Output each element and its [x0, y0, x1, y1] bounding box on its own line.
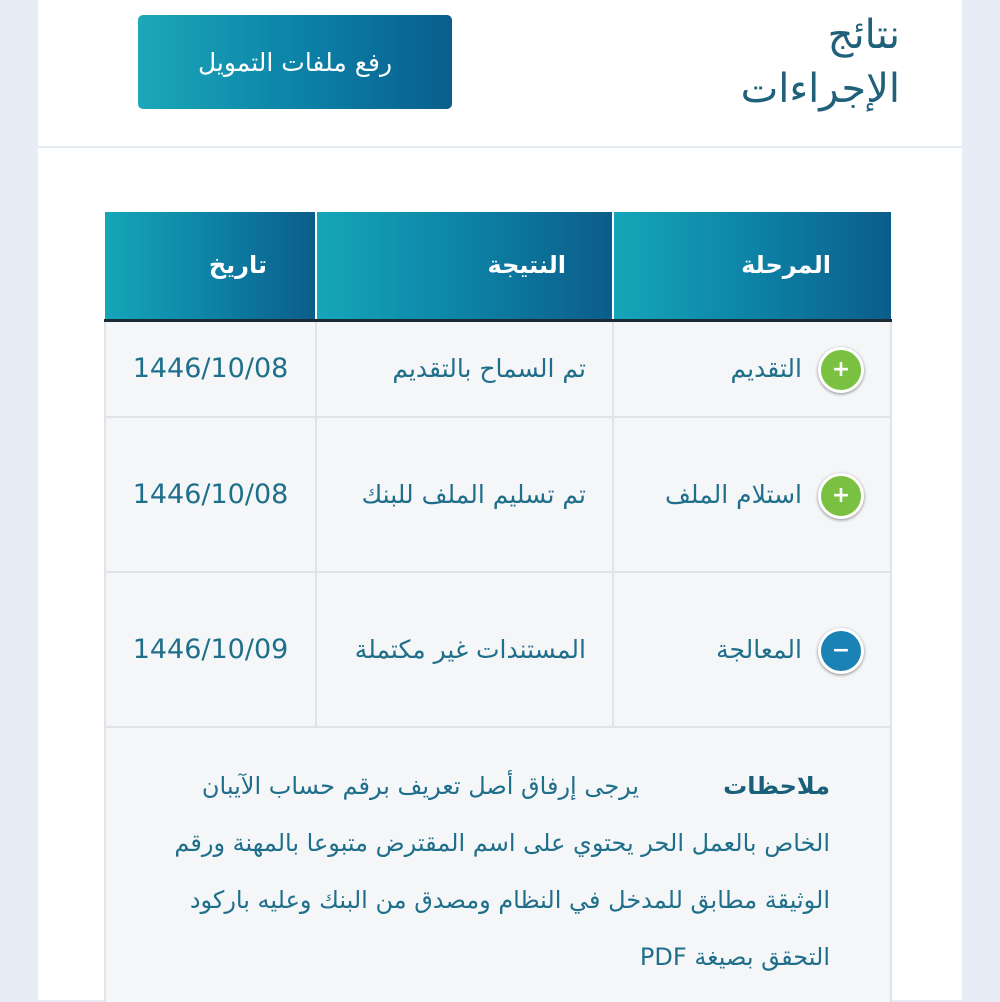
column-header-result: النتيجة — [316, 212, 613, 320]
plus-circle-icon[interactable]: + — [818, 473, 864, 519]
date-cell: 1446/10/09 — [105, 572, 316, 727]
result-cell: تم تسليم الملف للبنك — [316, 417, 613, 572]
table-row — [105, 572, 891, 727]
stage-label: التقديم — [730, 353, 802, 383]
stage-cell — [613, 572, 891, 727]
table-row — [105, 320, 891, 417]
page-title — [741, 8, 900, 116]
column-header-stage: المرحلة — [613, 212, 891, 320]
procedures-table — [104, 212, 892, 1002]
stage-cell — [613, 320, 891, 417]
date-cell: 1446/10/08 — [105, 320, 316, 417]
upload-financing-files-button[interactable]: رفع ملفات التمويل — [138, 15, 452, 109]
minus-circle-icon[interactable]: − — [818, 628, 864, 674]
notes-row — [105, 727, 891, 1002]
card-header — [38, 0, 962, 148]
procedures-table-wrap — [106, 212, 892, 1002]
notes-text: يرجى إرفاق أصل تعريف برقم حساب الآيبان الخاص بالعمل الحر يحتوي على اسم المقترض متبوعا بالمهنة ورقم الوثيقة مطابق للمدخل في النظام ومصدق من البنك وعليه باركود التحقق بصيغة PDF — [174, 772, 830, 971]
column-header-date: تاريخ — [105, 212, 316, 320]
notes-content — [166, 758, 830, 986]
date-cell: 1446/10/08 — [105, 417, 316, 572]
table-row — [105, 417, 891, 572]
page-title-line1: نتائج — [827, 12, 900, 58]
plus-circle-icon[interactable]: + — [818, 347, 864, 393]
table-header-row — [105, 212, 891, 320]
stage-label: استلام الملف — [665, 479, 802, 509]
stage-cell — [613, 417, 891, 572]
stage-label: المعالجة — [716, 634, 802, 664]
page-title-line2: الإجراءات — [740, 66, 900, 112]
result-cell: المستندات غير مكتملة — [316, 572, 613, 727]
results-card — [38, 0, 962, 1000]
notes-cell — [105, 727, 891, 1002]
result-cell: تم السماح بالتقديم — [316, 320, 613, 417]
notes-label: ملاحظات — [723, 772, 830, 800]
